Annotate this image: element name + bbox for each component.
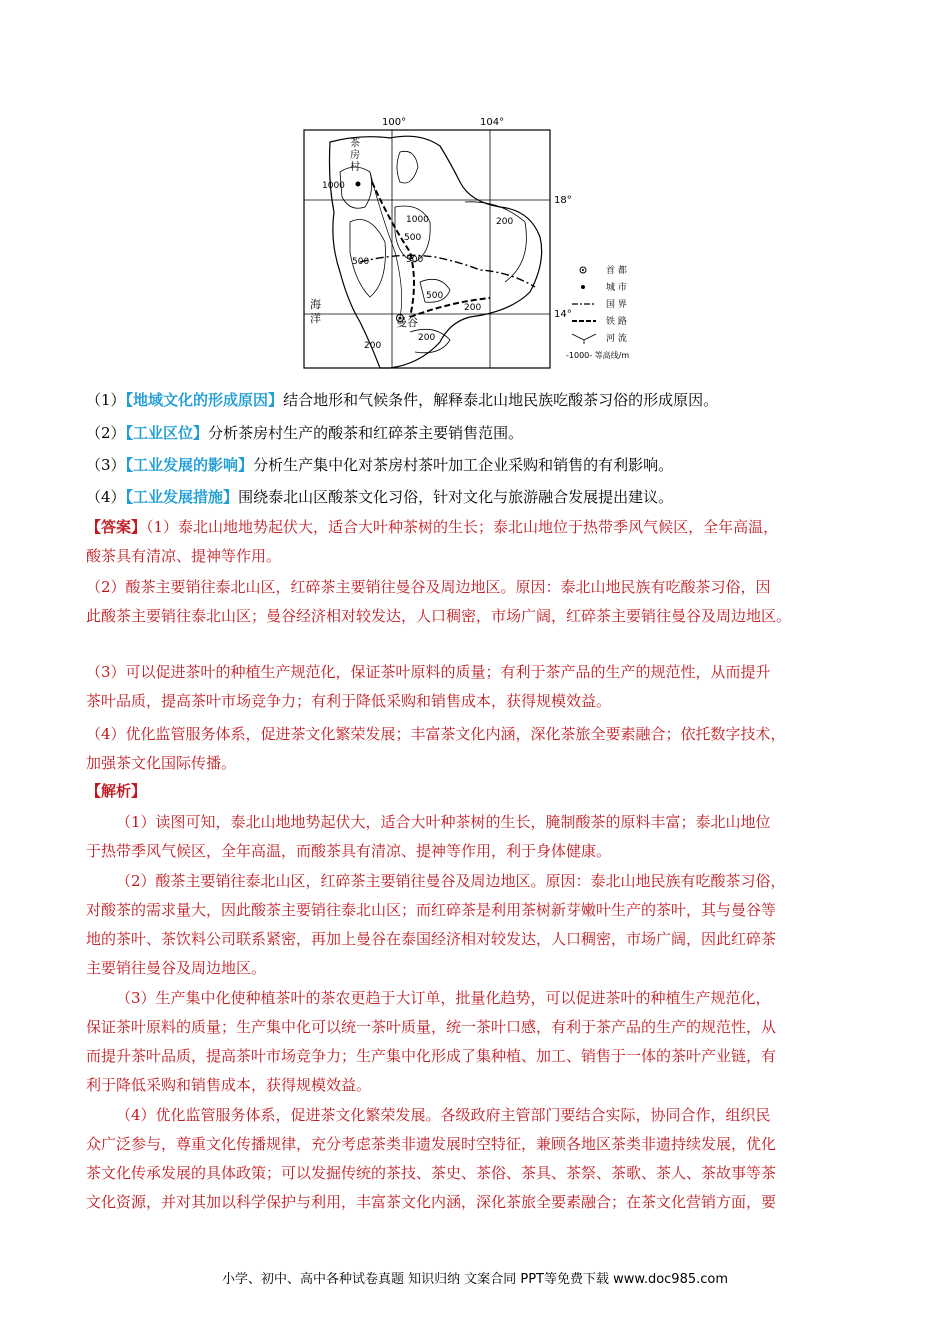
contour-label: 500	[426, 291, 444, 301]
sea-label-char-2: 洋	[310, 312, 321, 325]
question-number: （3）	[86, 456, 126, 474]
answer-line: （3）可以促进茶叶的种植生产规范化，保证茶叶原料的质量；有利于茶产品的生产的规范性，从而提升	[86, 663, 771, 681]
village-label-char-2: 房	[350, 150, 360, 161]
analysis-line: 对酸茶的需求量大，因此酸茶主要销往泰北山区；而红碎茶是利用茶树新芽嫩叶生产的茶叶，其与曼谷等	[86, 901, 777, 919]
question-text: 围绕泰北山区酸茶文化习俗，针对文化与旅游融合发展提出建议。	[238, 488, 674, 506]
analysis-line: 茶文化传承发展的具体政策；可以发掘传统的茶技、茶史、茶俗、茶具、茶祭、茶歌、茶人、茶故事等茶	[86, 1164, 777, 1182]
contour-label: 200	[364, 341, 382, 351]
answer-line: 酸茶具有清凉、提神等作用。	[86, 547, 282, 565]
legend-label: 国 界	[606, 300, 627, 310]
contour-label: 1000	[406, 215, 429, 225]
question-number: （2）	[86, 424, 126, 442]
village-label-char-3: 村	[350, 162, 360, 173]
analysis-line: （4）优化监管服务体系，促进茶文化繁荣发展。各级政府主管部门要结合实际，协同合作，组织民	[116, 1106, 771, 1124]
analysis-line: 众广泛参与，尊重文化传播规律，充分考虑茶类非遗发展时空特征，兼顾各地区茶类非遗持续发展，优化	[86, 1135, 777, 1153]
legend-label: 河 流	[606, 334, 627, 344]
analysis-line: 保证茶叶原料的质量；生产集中化可以统一茶叶质量，统一茶叶口感，有利于茶产品的生产的规范性，从	[86, 1018, 777, 1036]
answer-text: （1）泰北山地地势起伏大，适合大叶种茶树的生长；泰北山地位于热带季风气候区，全年高温，	[146, 518, 779, 536]
capital-label: 曼谷	[396, 316, 418, 329]
question-3	[86, 454, 886, 476]
analysis-line: 主要销往曼谷及周边地区。	[86, 959, 267, 977]
sea-label-char-1: 海	[310, 298, 321, 311]
thailand-map-figure	[300, 112, 672, 372]
question-tag: 【工业发展的影响】	[125, 456, 254, 474]
contour-label: 500	[406, 255, 424, 265]
question-text: 结合地形和气候条件，解释泰北山地民族吃酸茶习俗的形成原因。	[283, 391, 719, 409]
lat-label: 14°	[554, 309, 572, 320]
analysis-line: （3）生产集中化使种植茶叶的茶农更趋于大订单，批量化趋势，可以促进茶叶的种植生产规范化，	[116, 989, 771, 1007]
analysis-line: （1）读图可知，泰北山地地势起伏大，适合大叶种茶树的生长，腌制酸茶的原料丰富；泰北山地位	[116, 813, 771, 831]
answer-line: 茶叶品质，提高茶叶市场竞争力；有利于降低采购和销售成本，获得规模效益。	[86, 692, 612, 710]
question-number: （1）	[86, 391, 126, 409]
legend-label: 铁 路	[606, 317, 627, 327]
contour-line	[465, 202, 526, 282]
lon-label: 100°	[382, 117, 407, 128]
city-dot-icon	[581, 285, 585, 289]
contour-label: 200	[496, 217, 514, 227]
answer-line: （2）酸茶主要销往泰北山区，红碎茶主要销往曼谷及周边地区。原因：泰北山地民族有吃酸茶习俗，因	[86, 578, 771, 596]
sea-label	[310, 297, 325, 325]
question-2	[86, 422, 886, 444]
contour-label: 500	[404, 233, 422, 243]
analysis-line: （2）酸茶主要销往泰北山区，红碎茶主要销往曼谷及周边地区。原因：泰北山地民族有吃酸茶习俗，	[116, 872, 786, 890]
answer-heading: 【答案】	[86, 518, 147, 536]
national-border	[360, 255, 535, 287]
question-number: （4）	[86, 488, 126, 506]
question-tag: 【工业区位】	[125, 424, 209, 442]
question-tag: 【工业发展措施】	[125, 488, 239, 506]
city-dot-village	[356, 182, 361, 187]
analysis-line: 地的茶叶、茶饮料公司联系紧密，再加上曼谷在泰国经济相对较发达，人口稠密，市场广阔，因此红碎茶	[86, 930, 777, 948]
analysis-line: 而提升茶叶品质，提高茶叶市场竞争力；生产集中化形成了集种植、加工、销售于一体的茶叶产业链，有	[86, 1047, 777, 1065]
legend-label: -1000- 等高线/m	[566, 351, 630, 360]
analysis-line: 于热带季风气候区，全年高温，而酸茶具有清凉、提神等作用，利于身体健康。	[86, 842, 612, 860]
lat-label: 18°	[554, 195, 572, 206]
village-label-char-1: 茶	[350, 138, 360, 149]
legend-label: 首 都	[606, 266, 627, 276]
contour-label: 500	[352, 257, 370, 267]
answer-line: 此酸茶主要销往泰北山区；曼谷经济相对较发达，人口稠密，市场广阔，红碎茶主要销往曼谷及周边地区。	[86, 607, 792, 625]
analysis-heading: 【解析】	[86, 782, 147, 800]
river	[370, 172, 402, 317]
question-1	[86, 389, 886, 411]
answer-line: 加强茶文化国际传播。	[86, 754, 237, 772]
coastline	[330, 136, 542, 368]
answer-line	[86, 516, 886, 538]
answer-line: （4）优化监管服务体系，促进茶文化繁荣发展；丰富茶文化内涵，深化茶旅全要素融合；依托数字技术，	[86, 725, 786, 743]
question-4	[86, 486, 886, 508]
question-text: 分析生产集中化对茶房村茶叶加工企业采购和销售的有利影响。	[253, 456, 674, 474]
contour-label: 200	[418, 333, 436, 343]
lon-label: 104°	[480, 117, 505, 128]
question-text: 分析茶房村生产的酸茶和红碎茶主要销售范围。	[208, 424, 524, 442]
contour-label: 1000	[322, 181, 345, 191]
map-svg	[300, 112, 672, 372]
legend-label: 城 市	[606, 283, 627, 293]
river-line-icon	[572, 334, 596, 344]
contour-line	[397, 151, 418, 183]
map-legend	[566, 264, 629, 360]
analysis-line: 利于降低采购和销售成本，获得规模效益。	[86, 1076, 372, 1094]
question-tag: 【地域文化的形成原因】	[125, 391, 284, 409]
analysis-line: 文化资源，并对其加以科学保护与利用，丰富茶文化内涵，深化茶旅全要素融合；在茶文化营销方面，要	[86, 1193, 777, 1211]
contour-label: 200	[464, 303, 482, 313]
page-footer: 小学、初中、高中各种试卷真题 知识归纳 文案合同 PPT等免费下载 www.doc985.com	[221, 1272, 729, 1287]
